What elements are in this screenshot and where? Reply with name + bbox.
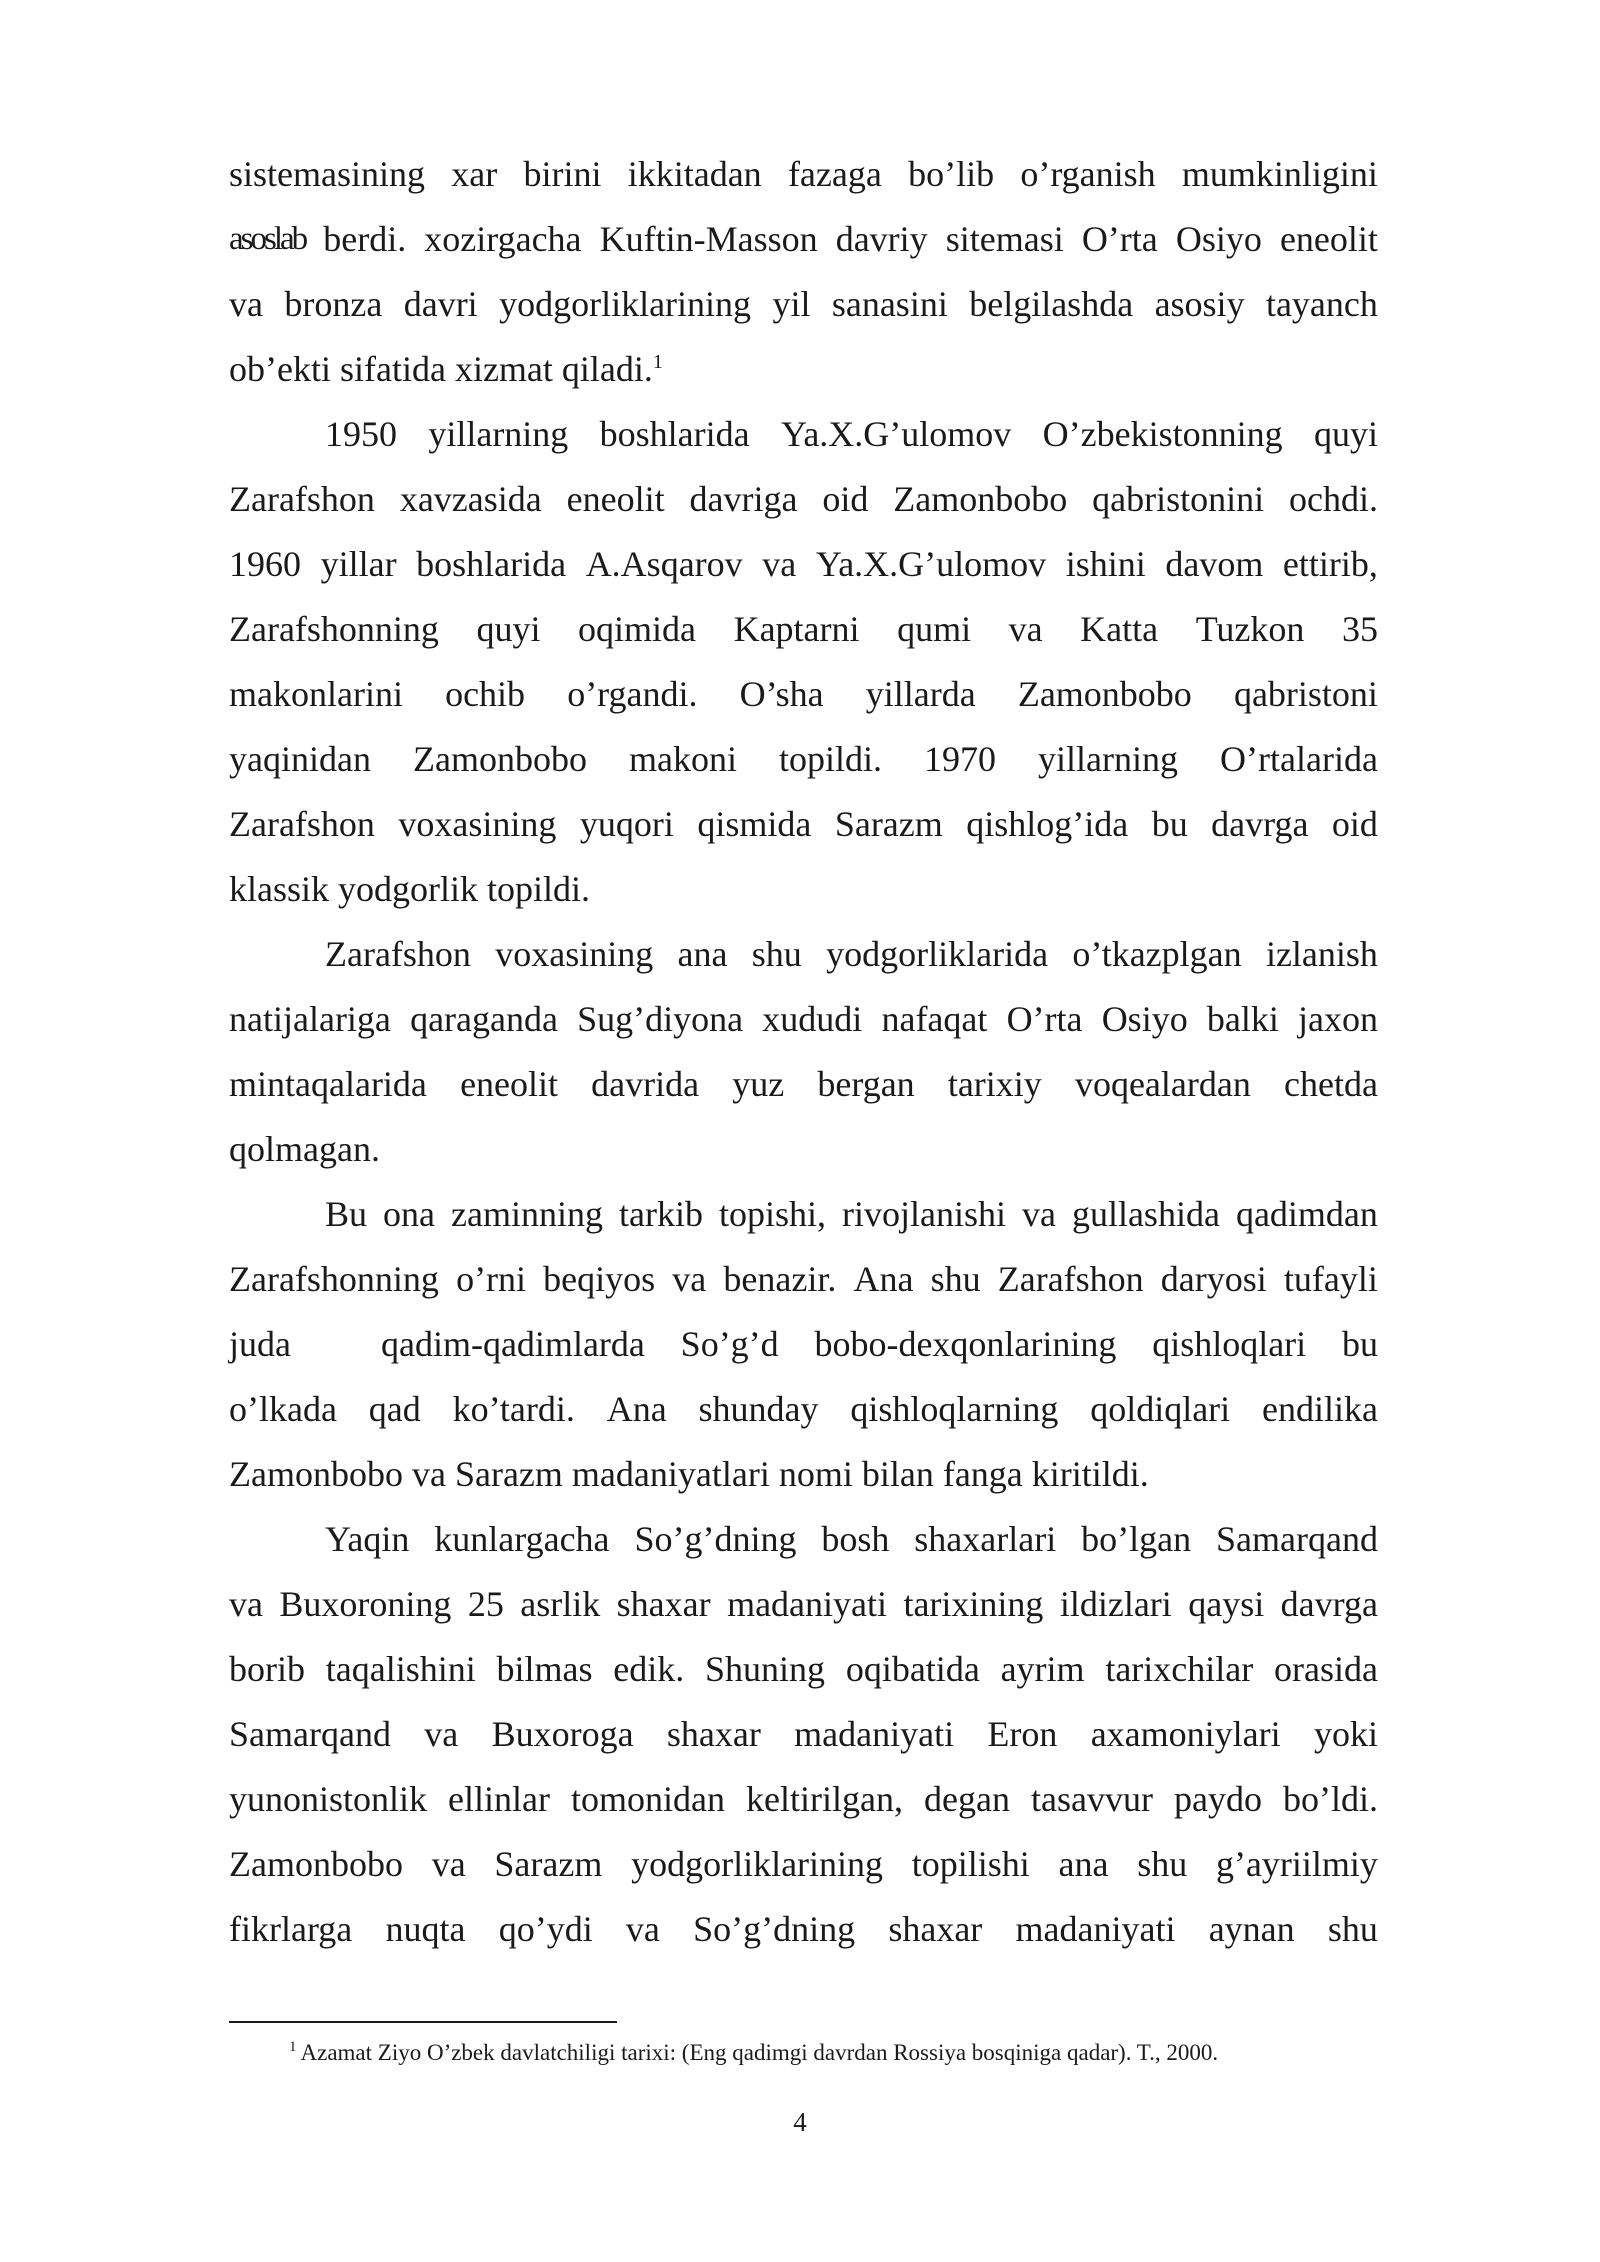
word: ob’ekti [229,349,331,389]
word: Zamonbobo [412,739,587,779]
word: o’rganish [1020,154,1156,194]
word: xozirgacha [424,219,582,259]
text-line [229,1182,1378,1247]
word: keltirilgan, [746,1779,903,1819]
word: g’ayriilmiy [1215,1844,1378,1884]
word: fikrlarga [229,1909,353,1949]
word: voxasining [398,804,557,844]
word: qadim-qadimlarda [380,1324,645,1364]
word: Yaqin [325,1519,410,1559]
word: daryosi [1160,1259,1267,1299]
word: va [762,544,797,584]
word: qabristoni [1233,674,1378,714]
word: yodgorliklarining [631,1844,884,1884]
word: davriy [835,219,928,259]
word: ochib [445,674,526,714]
word: Shuning [705,1649,826,1689]
word: tufayli [1283,1259,1378,1299]
word: va [229,1584,263,1624]
word: Zarafshon [325,934,471,974]
word: yillar [320,544,397,584]
text-line [229,662,1378,727]
word: mintaqalarida [229,1064,427,1104]
word: va [431,1844,466,1884]
word: ko’tardi. [452,1389,575,1429]
word: O’rtalarida [1220,739,1378,779]
word: va [625,1909,660,1949]
word: mumkinligini [1181,154,1378,194]
word: Sarazm [834,804,943,844]
text-line [229,1247,1378,1312]
word: degan [924,1779,1010,1819]
word: qishloqlari [1152,1324,1307,1364]
word: 1960 [229,544,301,584]
word: yuz [732,1064,785,1104]
word: Katta [1080,609,1159,649]
footnote-marker: 1 [289,2039,297,2056]
word: shu [930,1259,981,1299]
word: boshlarida [599,414,750,454]
text-line [229,987,1378,1052]
word: tasavvur [1030,1779,1153,1819]
word: madaniyati [1015,1909,1176,1949]
word: oid [822,479,869,519]
word: qishloqlarning [850,1389,1059,1429]
word: shu [1327,1909,1378,1949]
word: o’tkazplgan [1072,934,1242,974]
text-line [229,1897,1378,1962]
word: sitemasi [945,219,1064,259]
word: O’rta [1006,999,1083,1039]
word: Sarazm [494,1844,603,1884]
word: Buxoroga [491,1714,634,1754]
word: qo’ydi [498,1909,593,1949]
word: shu [1137,1844,1188,1884]
word: yillarning [1038,739,1179,779]
text-line [229,1637,1378,1702]
word: klassik [229,869,330,909]
word: ochdi. [1289,479,1378,519]
word: Sarazm [454,1454,563,1494]
word: Sug’diyona [577,999,744,1039]
word: davrga [1211,804,1309,844]
word: Osiyo [1175,219,1262,259]
word: yaqinidan [229,739,371,779]
page-number-value: 4 [793,2107,807,2137]
word: qabristonini [1092,479,1265,519]
text-line [229,792,1378,857]
word: nafaqat [881,999,988,1039]
word: endilika [1262,1389,1378,1429]
text-line [229,337,1378,402]
word: Bu [325,1194,368,1234]
word: o’lkada [229,1389,337,1429]
word: O’sha [739,674,824,714]
word: Samarqand [229,1714,391,1754]
text-line [229,142,1378,207]
word: zaminning [451,1194,603,1234]
word: bo’lgan [1081,1519,1192,1559]
word: oqibatida [845,1649,980,1689]
word: voqealardan [1074,1064,1251,1104]
word: qaraganda [410,999,558,1039]
footnote-reference[interactable]: 1 [652,351,663,373]
word: madaniyati [727,1584,888,1624]
word: makonlarini [229,674,403,714]
text-line [229,532,1378,597]
word: A.Asqarov [585,544,743,584]
word: taqalishini [325,1649,476,1689]
word: Tuzkon [1195,609,1305,649]
word: nuqta [385,1909,466,1949]
word: nomi [778,1454,853,1494]
word: davri [403,284,478,324]
word: bergan [817,1064,915,1104]
word: voxasining [495,934,654,974]
word: tayanch [1265,284,1378,324]
word: va [424,1714,459,1754]
word: va [672,1259,707,1299]
word: topilishi [911,1844,1030,1884]
text-line [229,1117,1378,1182]
word: aynan [1208,1909,1295,1949]
word: juda [229,1324,291,1364]
word: bronza [284,284,383,324]
text-line [229,1702,1378,1767]
word: sifatida [339,349,446,389]
word: davom [1165,544,1264,584]
word: O’rta [1081,219,1158,259]
text-line [229,922,1378,987]
text-line [229,1507,1378,1572]
word: beqiyos [543,1259,656,1299]
word: qad [368,1389,421,1429]
word: rivojlanishi [841,1194,1006,1234]
word: va [1021,1194,1056,1234]
word: kunlargacha [434,1519,610,1559]
word: va [411,1454,446,1494]
word: ayrim [1000,1649,1085,1689]
page-number [0,2102,1600,2142]
word: quyi [1313,414,1378,454]
word: yodgorlik [338,869,479,909]
text-line [229,1312,1378,1377]
word-with-footnote [562,337,663,402]
word: topishi, [718,1194,826,1234]
text-line [229,597,1378,662]
word: qaysi [1188,1584,1265,1624]
word: Kaptarni [733,609,860,649]
word: yillarda [865,674,976,714]
word: qadimdan [1235,1194,1378,1234]
word: Zamonbobo [1017,674,1192,714]
footnote [289,2033,1218,2073]
word: bosh [821,1519,890,1559]
word: boshlarida [416,544,567,584]
word: asoslab [229,221,306,257]
word: tarixining [903,1584,1044,1624]
footnote-separator [229,2021,617,2023]
word: Eron [987,1714,1058,1754]
word: Zarafshon [997,1259,1144,1299]
word: chetda [1284,1064,1378,1104]
word: ona [383,1194,435,1234]
word: Samarqand [1216,1519,1378,1559]
text-line [229,1767,1378,1832]
word: yil [772,284,811,324]
word: davrida [591,1064,700,1104]
word: qiladi. [561,349,653,389]
word: shu [751,934,802,974]
text-line [229,1572,1378,1637]
word: xududi [762,999,863,1039]
word: ettirib, [1282,544,1378,584]
word: Zarafshonning [229,609,439,649]
word: o’rni [456,1259,527,1299]
word: 35 [1341,609,1378,649]
text-line [229,1377,1378,1442]
word: sistemasining [229,154,425,194]
word: Ya.X.G’ulomov [780,414,1012,454]
word: Osiyo [1101,999,1188,1039]
word: Zarafshon [229,479,375,519]
footnote-text: Azamat Ziyo O’zbek davlatchiligi tarixi: (Eng qadimgi davrdan Rossiya bosqiniga qadar). T., 2000. [300,2040,1219,2065]
text-line [229,402,1378,467]
word: kiritildi. [1031,1454,1149,1494]
word: yuqori [579,804,674,844]
text-line [229,1442,1378,1507]
text-line [229,1052,1378,1117]
word: jaxon [1298,999,1378,1039]
word: sanasini [831,284,948,324]
word: yoki [1313,1714,1378,1754]
word: natijalariga [229,999,391,1039]
word: davrga [1280,1584,1378,1624]
text-line [229,727,1378,792]
word: fazaga [787,154,882,194]
word: bu [1341,1324,1378,1364]
word: va [1008,609,1043,649]
word: belgilashda [969,284,1134,324]
word: ishini [1065,544,1146,584]
word: yunonistonlik [229,1779,428,1819]
word: ellinlar [448,1779,550,1819]
word: orasida [1274,1649,1378,1689]
word: va [229,284,263,324]
word: Zarafshon [229,804,375,844]
word: ildizlari [1059,1584,1172,1624]
word: Zamonbobo [229,1844,403,1884]
word: edik. [613,1649,685,1689]
word: O’zbekistonning [1042,414,1283,454]
word: Zamonbobo [229,1454,403,1494]
word: asosiy [1154,284,1245,324]
word: bu [1151,804,1188,844]
word: ana [677,934,728,974]
word: bilan [861,1454,934,1494]
word: yodgorliklarida [826,934,1049,974]
word: qolmagan. [229,1129,380,1169]
word: shunday [698,1389,819,1429]
word: So’g’dning [634,1519,797,1559]
word: oid [1331,804,1378,844]
word: shaxarlari [914,1519,1057,1559]
word: bo’ldi. [1282,1779,1378,1819]
word: Zamonbobo [893,479,1068,519]
word: berdi. [323,219,407,259]
word: Buxoroning [279,1584,452,1624]
word: eneolit [460,1064,559,1104]
text-line [229,857,1378,922]
word: tarkib [618,1194,703,1234]
word: So’g’dning [693,1909,856,1949]
word: balki [1206,999,1279,1039]
word: Kuftin-Masson [599,219,818,259]
word: asrlik [520,1584,601,1624]
word: izlanish [1265,934,1378,974]
word: oqimida [578,609,697,649]
word: benazir. [723,1259,837,1299]
word: xar [451,154,498,194]
word: bilmas [496,1649,593,1689]
word: yodgorliklarining [499,284,752,324]
word: Ana [606,1389,667,1429]
text-line [229,467,1378,532]
word: qismida [697,804,812,844]
text-line [229,272,1378,337]
word: xizmat [454,349,553,389]
word: qoldiqlari [1090,1389,1231,1429]
text-line [229,207,1378,272]
word: bobo-dexqonlarining [814,1324,1117,1364]
line-rest [381,1312,1378,1377]
word: madaniyati [794,1714,955,1754]
word: quyi [476,609,541,649]
word: Zarafshonning [229,1259,439,1299]
word: birini [523,154,602,194]
word: axamoniylari [1090,1714,1281,1754]
word: tarixiy [947,1064,1042,1104]
word: shaxar [666,1714,761,1754]
word: davriga [689,479,798,519]
word: topildi. [487,869,591,909]
body-text [229,142,1378,1962]
word: qishlog’ida [966,804,1129,844]
text-line [229,1832,1378,1897]
word: topildi. [778,739,882,779]
word: madaniyatlari [571,1454,770,1494]
word: eneolit [1279,219,1378,259]
word: bo’lib [908,154,995,194]
word: tarixchilar [1105,1649,1254,1689]
word: shaxar [616,1584,711,1624]
word: ikkitadan [627,154,762,194]
word: yillarning [428,414,569,454]
word: ana [1058,1844,1109,1884]
word: borib [229,1649,305,1689]
word: o’rgandi. [567,674,698,714]
word: tomonidan [571,1779,725,1819]
word: 1950 [325,414,397,454]
word: xavzasida [399,479,542,519]
word: Ana [853,1259,914,1299]
word: shaxar [888,1909,983,1949]
word: makoni [628,739,737,779]
word: 1970 [924,739,997,779]
word: eneolit [566,479,665,519]
word: paydo [1173,1779,1262,1819]
word: So’g’d [680,1324,779,1364]
word: qumi [897,609,972,649]
word: fanga [942,1454,1023,1494]
word: gullashida [1071,1194,1220,1234]
word: 25 [467,1584,504,1624]
word: Ya.X.G’ulomov [815,544,1047,584]
